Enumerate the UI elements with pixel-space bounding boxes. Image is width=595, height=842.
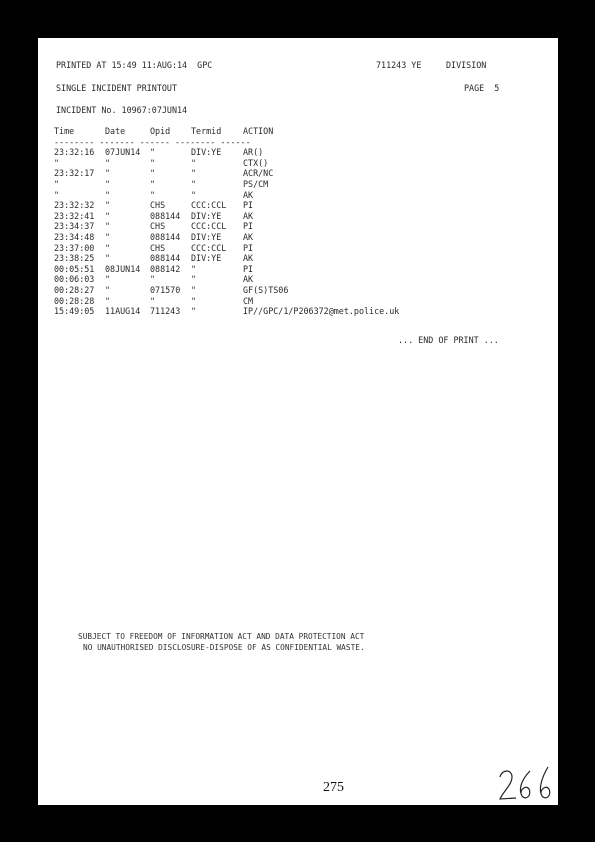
cell-action: AK <box>243 189 254 200</box>
cell-termid: " <box>191 189 197 200</box>
cell-action: PI <box>243 221 254 232</box>
printout-title: SINGLE INCIDENT PRINTOUT <box>56 83 178 93</box>
document-page <box>38 38 558 805</box>
cell-action: AK <box>243 231 254 242</box>
cell-time: 23:37:00 <box>54 242 95 253</box>
cell-date: " <box>105 284 111 295</box>
cell-opid: CHS <box>150 242 166 253</box>
cell-opid: 088144 <box>150 210 181 221</box>
cell-opid: CHS <box>150 200 166 211</box>
cell-termid: " <box>191 295 197 306</box>
cell-time: " <box>54 189 60 200</box>
cell-termid: " <box>191 157 197 168</box>
cell-termid: " <box>191 168 197 179</box>
cell-opid: " <box>150 168 156 179</box>
printed-at-text: PRINTED AT 15:49 11:AUG:14 GPC <box>56 60 213 70</box>
cell-opid: " <box>150 147 156 158</box>
terminal-code: 711243 YE <box>376 60 422 70</box>
cell-time: 23:32:41 <box>54 210 95 221</box>
cell-action: PI <box>243 263 254 274</box>
cell-opid: " <box>150 274 156 285</box>
cell-date: " <box>105 178 111 189</box>
cell-time: 00:28:27 <box>54 284 95 295</box>
separator-text: -------- ------- ------ -------- ------ <box>54 136 251 147</box>
cell-date: 11AUG14 <box>105 306 141 317</box>
cell-date: " <box>105 189 111 200</box>
cell-date: " <box>105 295 111 306</box>
cell-termid: DIV:YE <box>191 147 222 158</box>
column-header-time: Time <box>54 126 75 136</box>
cell-opid: " <box>150 157 156 168</box>
footer-line-2: NO UNAUTHORISED DISCLOSURE-DISPOSE OF AS CONFIDENTIAL WASTE. <box>83 643 365 652</box>
cell-time: 00:06:03 <box>54 274 95 285</box>
cell-termid: DIV:YE <box>191 210 222 221</box>
cell-time: 23:38:25 <box>54 253 95 264</box>
cell-termid: DIV:YE <box>191 253 222 264</box>
cell-action: PI <box>243 200 254 211</box>
cell-opid: 088144 <box>150 231 181 242</box>
handwritten-number <box>496 763 556 803</box>
cell-action: GF(S)TS06 <box>243 284 289 295</box>
column-header-termid: Termid <box>191 126 222 136</box>
cell-action: AR() <box>243 147 264 158</box>
cell-opid: CHS <box>150 221 166 232</box>
cell-time: 23:32:32 <box>54 200 95 211</box>
cell-termid: CCC:CCL <box>191 221 227 232</box>
cell-time: 23:34:48 <box>54 231 95 242</box>
cell-termid: " <box>191 178 197 189</box>
cell-time: 00:28:28 <box>54 295 95 306</box>
cell-opid: 088142 <box>150 263 181 274</box>
cell-action: AK <box>243 274 254 285</box>
end-of-print: ... END OF PRINT ... <box>398 335 499 345</box>
page-number: 275 <box>323 780 344 795</box>
column-header-action: ACTION <box>243 126 274 136</box>
column-header-opid: Opid <box>150 126 171 136</box>
cell-action: PI <box>243 242 254 253</box>
cell-time: 23:32:16 <box>54 147 95 158</box>
incident-number: INCIDENT No. 10967:07JUN14 <box>56 105 188 115</box>
cell-action: IP//GPC/1/P206372@met.police.uk <box>243 306 400 317</box>
cell-opid: 071570 <box>150 284 181 295</box>
cell-action: PS/CM <box>243 178 269 189</box>
cell-date: " <box>105 242 111 253</box>
cell-time: " <box>54 157 60 168</box>
cell-opid: " <box>150 189 156 200</box>
column-header-date: Date <box>105 126 126 136</box>
cell-termid: " <box>191 263 197 274</box>
footer-line-1: SUBJECT TO FREEDOM OF INFORMATION ACT AND DATA PROTECTION ACT <box>78 632 365 641</box>
cell-date: " <box>105 231 111 242</box>
cell-time: " <box>54 178 60 189</box>
cell-date: " <box>105 253 111 264</box>
cell-action: CTX() <box>243 157 269 168</box>
cell-time: 00:05:51 <box>54 263 95 274</box>
cell-date: " <box>105 221 111 232</box>
cell-date: " <box>105 168 111 179</box>
cell-termid: DIV:YE <box>191 231 222 242</box>
cell-opid: " <box>150 178 156 189</box>
division-label: DIVISION <box>446 60 487 70</box>
cell-termid: CCC:CCL <box>191 200 227 211</box>
cell-action: CM <box>243 295 254 306</box>
cell-time: 23:32:17 <box>54 168 95 179</box>
cell-opid: " <box>150 295 156 306</box>
page-label: PAGE 5 <box>464 83 500 93</box>
cell-action: AK <box>243 253 254 264</box>
cell-time: 23:34:37 <box>54 221 95 232</box>
cell-date: " <box>105 274 111 285</box>
cell-action: AK <box>243 210 254 221</box>
cell-termid: " <box>191 274 197 285</box>
cell-opid: 711243 <box>150 306 181 317</box>
cell-termid: " <box>191 306 197 317</box>
cell-action: ACR/NC <box>243 168 274 179</box>
cell-date: " <box>105 157 111 168</box>
cell-date: 07JUN14 <box>105 147 141 158</box>
cell-termid: " <box>191 284 197 295</box>
cell-termid: CCC:CCL <box>191 242 227 253</box>
cell-date: " <box>105 210 111 221</box>
cell-date: " <box>105 200 111 211</box>
cell-date: 08JUN14 <box>105 263 141 274</box>
cell-time: 15:49:05 <box>54 306 95 317</box>
cell-opid: 088144 <box>150 253 181 264</box>
